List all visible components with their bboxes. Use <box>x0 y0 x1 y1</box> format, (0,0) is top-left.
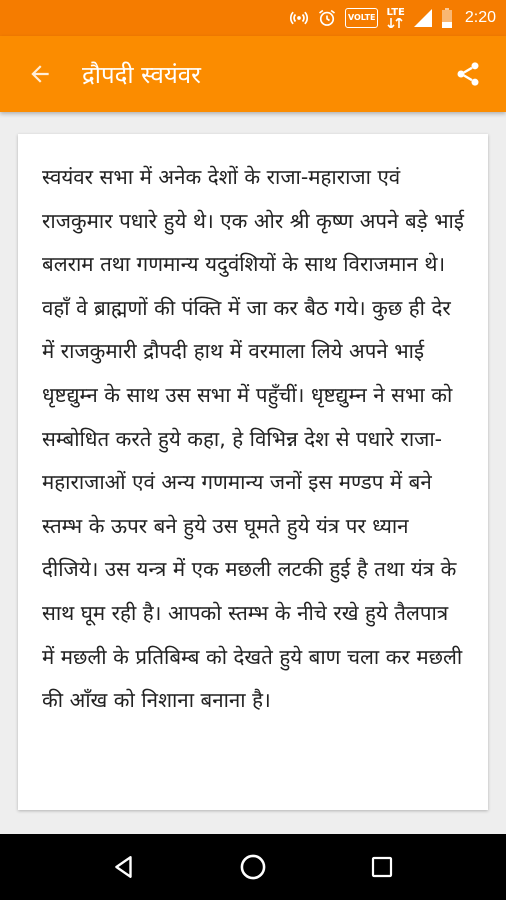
arrow-back-icon <box>27 61 53 87</box>
hotspot-icon <box>289 8 309 28</box>
app-bar <box>0 36 506 112</box>
system-nav-bar <box>0 834 506 900</box>
status-bar <box>0 0 506 36</box>
back-button[interactable] <box>12 46 68 102</box>
nav-back-button[interactable] <box>100 843 148 891</box>
share-button[interactable] <box>440 46 496 102</box>
nav-home-button[interactable] <box>229 843 277 891</box>
volte-badge: VOLTE <box>345 8 379 28</box>
lte-signal-icon <box>386 8 404 28</box>
lte-label: LTE <box>386 7 405 18</box>
page-title: द्रौपदी स्वयंवर <box>82 60 201 89</box>
status-time: 2:20 <box>464 9 496 26</box>
battery-icon <box>441 8 453 28</box>
recents-square-icon <box>370 855 394 879</box>
signal-icon <box>413 8 433 28</box>
share-icon <box>454 60 482 88</box>
story-card <box>18 134 488 810</box>
nav-recents-button[interactable] <box>358 843 406 891</box>
back-triangle-icon <box>111 854 137 880</box>
alarm-icon <box>317 8 337 28</box>
story-text: स्वयंवर सभा में अनेक देशों के राजा-महाराजा एवं राजकुमार पधारे हुये थे। एक ओर श्री कृष्ण अपने बड़े भाई बलराम तथा गणमान्य यदुवंशियों के साथ विराजमान थे। वहाँ वे ब्राह्मणों की पंक्ति में जा कर बैठ गये। कुछ ही देर में राजकुमारी द्रौपदी हाथ में वरमाला लिये अपने भाई धृष्टद्युम्न के साथ उस सभा में पहुँचीं। धृष्टद्युम्न ने सभा को सम्बोधित करते हुये कहा, हे विभिन्न देश से पधारे राजा-महाराजाओं एवं अन्य गणमान्य जनों इस मण्डप में बने स्तम्भ के ऊपर बने हुये उस घूमते हुये यंत्र पर ध्यान दीजिये। उस यन्त्र में एक मछली लटकी हुई है तथा यंत्र के साथ घूम रही है। आपको स्तम्भ के नीचे रखे हुये तैलपात्र में मछली के प्रतिबिम्ब को देखते हुये बाण चला कर मछली की आँख को निशाना बनाना है। <box>42 165 464 713</box>
home-circle-icon <box>239 853 267 881</box>
